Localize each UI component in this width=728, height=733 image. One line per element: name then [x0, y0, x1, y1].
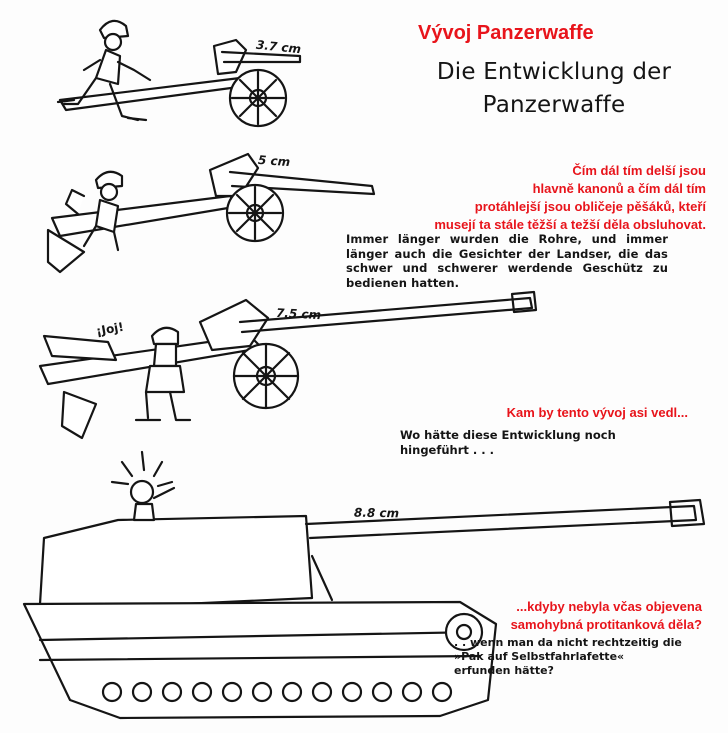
german-caption-2: Wo hätte diese Entwicklung noch hingeführt . . .	[400, 428, 616, 457]
soldier-exclamation: ¡Joj!	[94, 319, 125, 339]
german-caption-3: . . wenn man da nicht rechtzeitig die »Pak auf Selbstfahrlafette« erfunden hätte?	[454, 636, 682, 677]
soldier-4-drawing	[112, 452, 174, 520]
german-caption-1: Immer länger wurden die Rohre, und immer länger auch die Gesichter der Landser, die das schwer und schwerer werdende Geschütz zu bedienen hatten.	[346, 232, 668, 290]
gun-3-7cm-drawing	[60, 37, 302, 126]
czech-caption-3-text: ...kdyby nebyla včas objevena samohybná protitanková děla?	[510, 599, 702, 632]
german-title: Die Entwicklung der Panzerwaffe	[436, 59, 672, 118]
czech-caption-1	[306, 162, 706, 234]
czech-caption-3	[342, 598, 702, 634]
calibre-label-3-7cm: 3.7 cm	[255, 37, 302, 57]
czech-caption-2	[328, 404, 688, 422]
calibre-label-8-8cm: 8.8 cm	[353, 505, 400, 521]
czech-title: Vývoj Panzerwaffe	[418, 22, 594, 44]
calibre-label-5cm: 5 cm	[257, 152, 291, 170]
soldier-3-drawing	[136, 328, 190, 420]
calibre-label-7-5cm: 7.5 cm	[275, 305, 322, 323]
soldier-2-drawing	[66, 172, 122, 250]
czech-caption-1-text: Čím dál tím delší jsou hlavně kanonů a čím dál tím protáhlejší jsou obličeje pěšáků, kteří musejí ta stále těžší a težší děla obsluhovat.	[434, 163, 706, 232]
czech-caption-2-text: Kam by tento vývoj asi vedl...	[506, 405, 688, 420]
